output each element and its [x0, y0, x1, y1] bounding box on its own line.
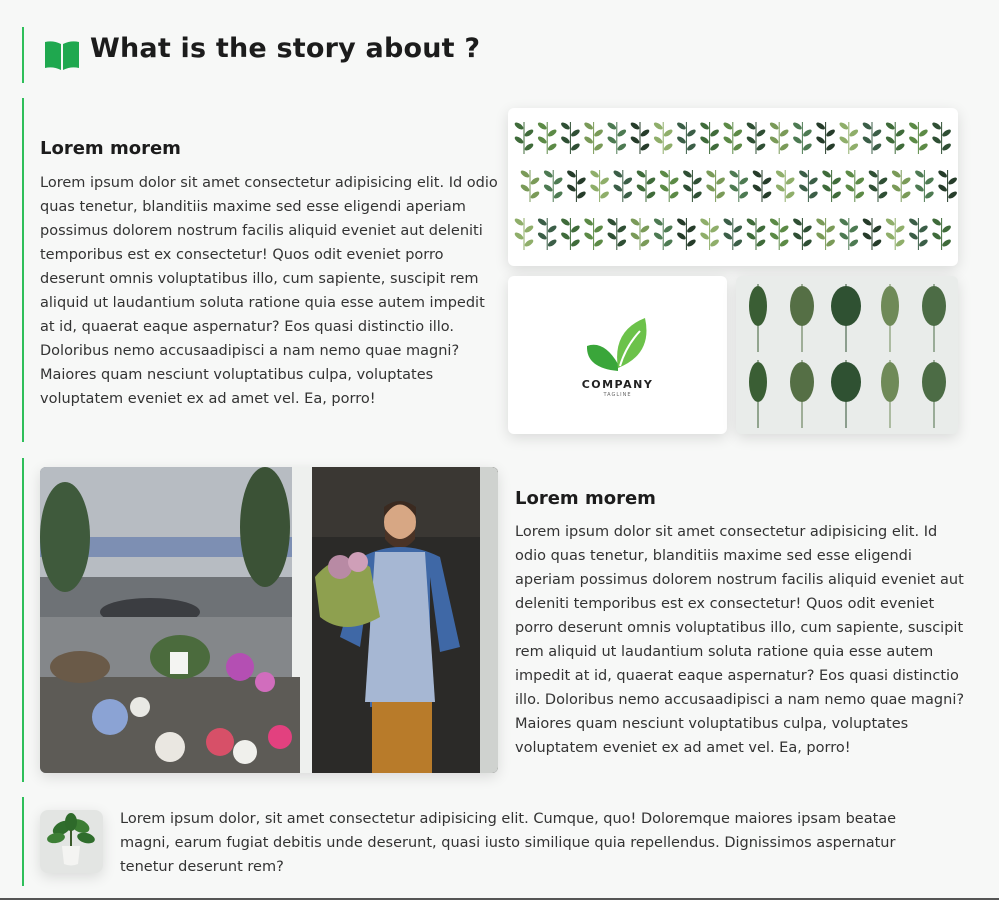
company-tagline: TAGLINE: [603, 392, 632, 398]
florist-shop-illustration: [40, 467, 498, 773]
florist-photo: [40, 467, 498, 773]
potted-plant-icon: [40, 810, 103, 873]
company-leaf-logo-icon: [508, 276, 727, 434]
plants-specimen-image: [736, 276, 958, 434]
section3-text: Lorem ipsum dolor, sit amet consectetur adipisicing elit. Cumque, quo! Doloremque maiores ipsam beatae magni, earum fugiat debitis unde deserunt, quasi iusto similique quia repellendus. Dignissimos aspernatur tenetur deserunt rem?: [120, 811, 897, 875]
section2-heading: Lorem morem: [515, 488, 656, 509]
leaves-collage-image: [508, 108, 958, 266]
section1-heading: Lorem morem: [40, 138, 181, 159]
potted-plant-thumbnail: [40, 810, 103, 873]
section1-text: Lorem ipsum dolor sit amet consectetur adipisicing elit. Id odio quas tenetur, blanditiis maxime sed esse eligendi aperiam possimus dolorem nostrum facilis aliquid eveniet aut deleniti temporibus est ex consectetur! Quos odit eveniet porro deserunt omnis voluptatibus illo, cum sapiente, suscipit rem aliquid ut laudantium soluta ratione quia esse autem impedit at id, quaerat eaque aspernatur? Eos quasi distinctio illo. Doloribus nemo accusaadipisci a nam nemo quae magni? Maiores quam nesciunt voluptatibus culpa, voluptates voluptatem eveniet ex ad amet vel. Ea, porro!: [40, 175, 498, 407]
story-title-row: [22, 27, 984, 83]
plant-specimens-illustration: [736, 276, 958, 434]
book-open-icon: [44, 40, 80, 70]
company-logo-card: [508, 276, 727, 434]
company-name: COMPANY: [581, 378, 654, 391]
leaves-illustration: [508, 108, 958, 266]
page-title: What is the story about ?: [90, 33, 481, 64]
section2-text: Lorem ipsum dolor sit amet consectetur adipisicing elit. Id odio quas tenetur, blanditiis maxime sed esse eligendi aperiam possimus dolorem nostrum facilis aliquid eveniet aut deleniti temporibus est ex consectetur! Quos odit eveniet porro deserunt omnis voluptatibus illo, cum sapiente, suscipit rem aliquid ut laudantium soluta ratione quia esse autem impedit at id, quaerat eaque aspernatur? Eos quasi distinctio illo. Doloribus nemo accusaadipisci a nam nemo quae magni? Maiores quam nesciunt voluptatibus culpa, voluptates voluptatem eveniet ex ad amet vel. Ea, porro!: [515, 524, 965, 756]
